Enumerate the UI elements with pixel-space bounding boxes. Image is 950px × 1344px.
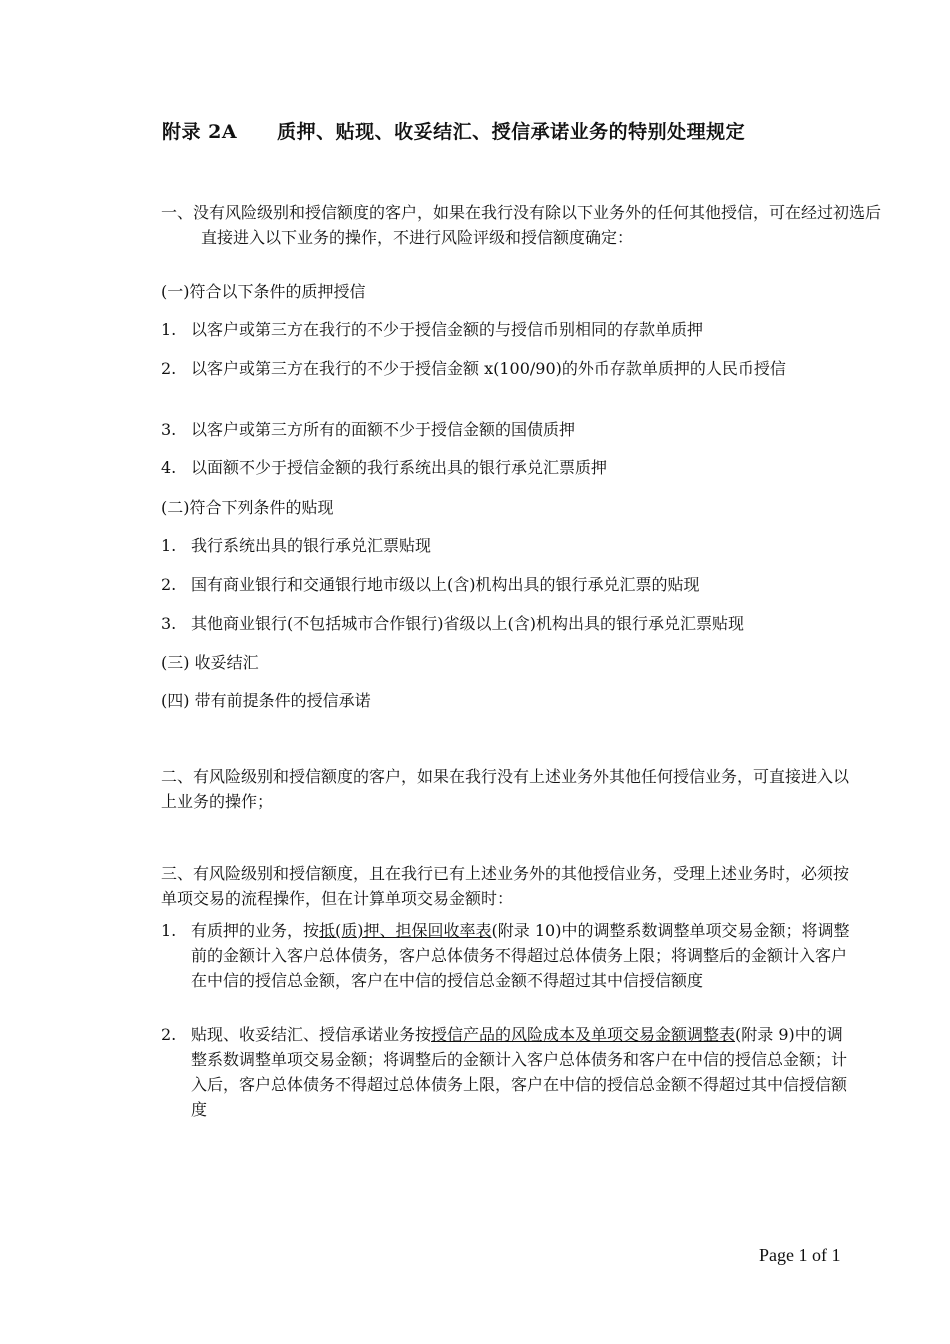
- item-text: 以客户或第三方在我行的不少于授信金额的与授信币别相同的存款单质押: [191, 320, 704, 339]
- list-item: [161, 455, 851, 480]
- item-text: 有质押的业务，按抵(质)押、担保回收率表(附录 10)中的调整系数调整单项交易金额；将调整前的金额计入客户总体债务，客户总体债务不得超过总体债务上限；将调整后的金额计入客户在中信的授信总金额，客户在中信的授信总金额不得超过其中信授信额度: [191, 921, 850, 990]
- item-text: 贴现、收妥结汇、授信承诺业务按授信产品的风险成本及单项交易金额调整表(附录 9)中的调整系数调整单项交易金额；将调整后的金额计入客户总体债务和客户在中信的授信总金额；计入后，客户总体债务不得超过总体债务上限，客户在中信的授信总金额不得超过其中信授信额度: [191, 1025, 848, 1119]
- item-text: 我行系统出具的银行承兑汇票贴现: [191, 536, 432, 555]
- appendix-9-link[interactable]: 授信产品的风险成本及单项交易金额调整表: [431, 1025, 736, 1044]
- appendix-number: 附录 2A: [162, 121, 238, 143]
- document-title: [162, 117, 745, 144]
- page-number: Page 1 of 1: [759, 1245, 841, 1265]
- appendix-10-link[interactable]: 抵(质)押、担保回收率表: [319, 921, 492, 940]
- item-text: 以客户或第三方所有的面额不少于授信金额的国债质押: [191, 420, 576, 439]
- list-item: [161, 918, 851, 993]
- item-number: 4.: [161, 458, 177, 477]
- item-number: 3.: [161, 420, 177, 439]
- item-text: 其他商业银行(不包括城市合作银行)省级以上(含)机构出具的银行承兑汇票贴现: [191, 614, 744, 633]
- sub-1-label: (一)符合以下条件的质押授信: [161, 282, 366, 301]
- section-1-heading: 一、没有风险级别和授信额度的客户，如果在我行没有除以下业务外的任何其他授信，可在经过初选后直接进入以下业务的操作，不进行风险评级和授信额度确定：: [161, 203, 882, 247]
- item-number: 1.: [161, 320, 177, 339]
- item-number: 2.: [161, 1025, 177, 1044]
- item-text: 以客户或第三方在我行的不少于授信金额 x(100/90)的外币存款单质押的人民币授信: [191, 359, 786, 378]
- section-3-heading: 三、有风险级别和授信额度，且在我行已有上述业务外的其他授信业务，受理上述业务时，必须按单项交易的流程操作，但在计算单项交易金额时：: [161, 864, 850, 908]
- list-item: [161, 356, 851, 381]
- list-item: [161, 533, 851, 558]
- sub-2-label: (二)符合下列条件的贴现: [161, 498, 334, 517]
- list-item: [161, 317, 851, 342]
- title-text: 质押、贴现、收妥结汇、授信承诺业务的特别处理规定: [277, 121, 746, 143]
- section-2-text: 二、有风险级别和授信额度的客户，如果在我行没有上述业务外其他任何授信业务，可直接进入以上业务的操作；: [161, 767, 850, 811]
- item-text: 以面额不少于授信金额的我行系统出具的银行承兑汇票质押: [191, 458, 608, 477]
- item-number: 2.: [161, 575, 177, 594]
- list-item: [161, 572, 851, 597]
- item-number: 3.: [161, 614, 177, 633]
- item-number: 1.: [161, 536, 177, 555]
- item-number: 1.: [161, 921, 177, 940]
- list-item: [161, 611, 851, 636]
- sub-3-label: (三) 收妥结汇: [161, 653, 259, 672]
- sub-4-label: (四) 带有前提条件的授信承诺: [161, 691, 371, 710]
- list-item: [161, 1022, 851, 1122]
- item-text: 国有商业银行和交通银行地市级以上(含)机构出具的银行承兑汇票的贴现: [191, 575, 700, 594]
- list-item: [161, 417, 851, 442]
- item-number: 2.: [161, 359, 177, 378]
